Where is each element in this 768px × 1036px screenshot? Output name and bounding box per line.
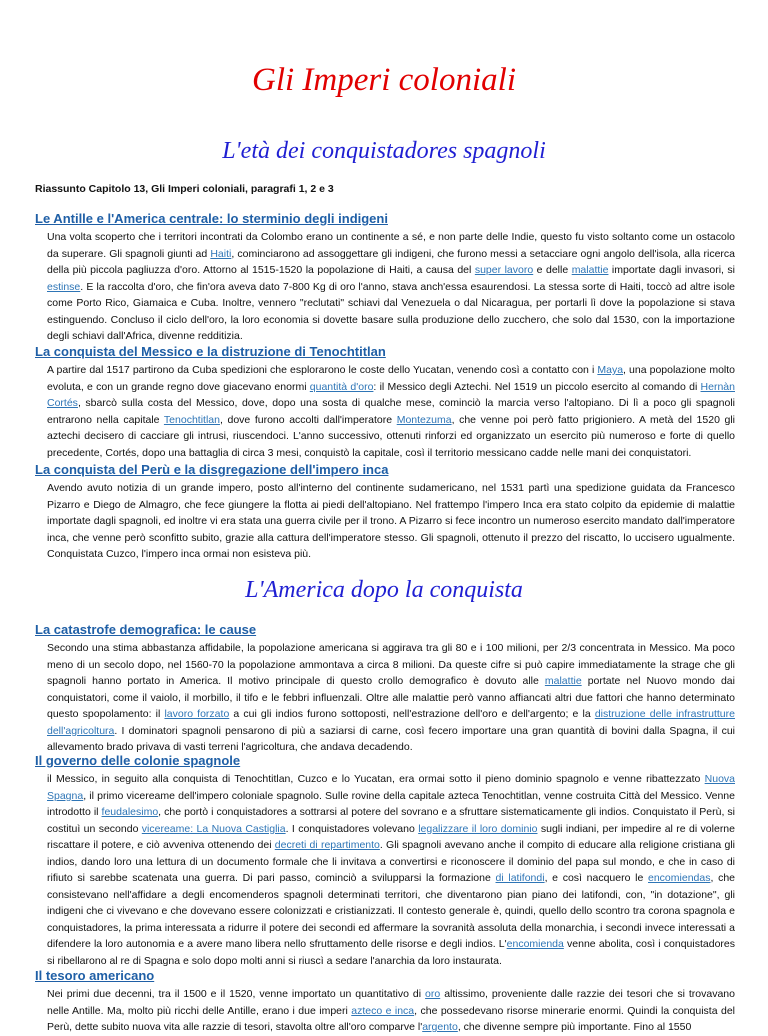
document-title: Gli Imperi coloniali (252, 62, 516, 98)
link-maya[interactable]: Maya (597, 364, 624, 376)
section-tesoro (35, 968, 735, 1036)
link-feudalesimo[interactable]: feudalesimo (101, 806, 159, 818)
section-antille (35, 211, 735, 345)
section-messico (35, 344, 735, 461)
section-heading: Le Antille e l'America centrale: lo sterminio degli indigeni (35, 211, 388, 226)
summary-line: Riassunto Capitolo 13, Gli Imperi coloniali, paragrafi 1, 2 e 3 (35, 183, 334, 195)
link-super-lavoro[interactable]: super lavoro (474, 264, 534, 276)
section-heading: Il governo delle colonie spagnole (35, 753, 241, 768)
link-encomiendas[interactable]: encomiendas (648, 872, 711, 884)
link-lavoro-forzato[interactable]: lavoro forzato (164, 708, 230, 720)
link-nuova-castiglia[interactable]: vicereame: La Nuova Castiglia (141, 822, 286, 835)
section-heading: Il tesoro americano (35, 968, 155, 983)
link-haiti[interactable]: Haiti (210, 247, 232, 260)
link-malattie-2[interactable]: malattie (544, 675, 582, 687)
section-catastrofe (35, 622, 735, 756)
section-heading: La conquista del Perù e la disgregazione dell'impero inca (35, 462, 389, 477)
link-malattie[interactable]: malattie (571, 264, 609, 276)
link-azteco-inca[interactable]: azteco e inca (351, 1004, 415, 1017)
link-argento[interactable]: argento (422, 1021, 458, 1033)
link-distruzione-infrastrutture[interactable]: distruzione delle infrastrutture dell'agricoltura (47, 708, 735, 737)
link-latifondi[interactable]: di latifondi (495, 872, 545, 884)
section-heading: La conquista del Messico e la distruzione di Tenochtitlan (35, 344, 386, 359)
link-nuova-spagna[interactable]: Nuova Spagna (47, 773, 735, 802)
section-heading: La catastrofe demografica: le cause (35, 622, 257, 637)
section-text: Avendo avuto notizia di un grande impero, posto all'interno del continente sudamericano, nel 1531 partì una spedizione guidata da Francesco Pizarro e Diego de Almagro, che fece giungere la flotta ai piedi dell'altopiano. Nel frattempo l'impero Inca era stato colpito da epidemie di malattie importate dagli spagnoli, ed inoltre vi era stata una guerra civile per il trono. A Pizarro si fece incontro un numeroso esercito mandato dall'imperatore inca, che venne però sconfitto subito, grazie alla cattura dell'imperatore stesso. Gli spagnoli, ottenuto il prezzo del riscatto, lo uccisero ugualmente. Conquistata Cuzco, l'impero inca ormai non esisteva più. (47, 482, 735, 560)
section-text: Una volta scoperto che i territori incontrati da Colombo erano un continente a sé, e non parte delle Indie, questo fu visto soltanto come un ostacolo da superare. Gli spagnoli giunti ad Haiti, cominciarono ad assoggettare gli indigeni, che furono messi a setacciare ogni angolo dell'isola, alla ricerca della più piccola pagliuzza d'oro. Attorno al 1515-1520 la popolazione di Haiti, a causa del super lavoro e delle malattie importate dagli invasori, si estinse. E la raccolta d'oro, che fin'ora aveva dato 7-800 Kg di oro l'anno, stava anch'essa esaurendosi. La stessa sorte di Haiti, toccò ad altre isole come Porto Rico, Giamaica e Cuba. Inoltre, vennero "reclutati" schiavi dal Venezuela o dal Nicaragua, per portarli lì dove la popolazione si stava estinguendo. Concluso il ciclo dell'oro, la loro economia si dovette basare sulla produzione dello zucchero, che solo dal 1530, con la importazione degli schiavi dall'Africa, divenne redditizia. (47, 231, 736, 342)
section-text: A partire dal 1517 partirono da Cuba spedizioni che esplorarono le coste dello Yucatan, venendo così a contatto con i Maya, una popolazione molto evoluta, e con un grande regno dove giacevano enormi quantità d'oro: il Messico degli Aztechi. Nel 1519 un piccolo esercito al comando di Hernàn Cortés, sbarcò sulla costa del Messico, dove, dopo una sosta di qualche mese, cominciò la marcia verso l'altopiano. Di lì a poco gli spagnoli entrarono nella capitale Tenochtitlan, dove furono accolti dall'imperatore Montezuma, che venne poi però fatto prigioniero. A metà del 1520 gli aztechi decisero di cacciare gli intrusi, riuscendoci. L'anno successivo, ottenuti rinforzi ed organizzato un esercito più numeroso e forte di quello precedente, Cortés, dopo una battaglia di circa 3 mesi, conquistò la capitale, così il territorio messicano cadde nelle mani dei conquistatori. (47, 364, 736, 459)
section-governo (35, 753, 735, 969)
section-text: il Messico, in seguito alla conquista di Tenochtitlan, Cuzco e lo Yucatan, era ormai sotto il pieno dominio spagnolo e venne ribattezzato Nuova Spagna, il primo vicereame dell'impero coloniale spagnolo. Sulle rovine della capitale azteca Tenochtitlan, venne costruita Città del Messico. Venne introdotto il feudalesimo, che portò i conquistadores a sottrarsi al potere del sovrano e a sfruttare sistematicamente gli indios. Conquistato il Perù, si costituì un secondo vicereame: La Nuova Castiglia. I conquistadores volevano legalizzare il loro dominio sugli indiani, per impedire al re di volerne riscattare il potere, e ciò avveniva ottenendo dei decreti di repartimento. Gli spagnoli avevano anche il compito di educare alla religione cristiana gli indios, dando loro una lettura di un documento formale che li invitava a convertirsi e riconoscere il dominio del papa sul mondo, e che in caso di rifiuto si sarebbe scatenata una guerra. Di pari passo, cominciò a svilupparsi la formazione di latifondi, e così nacquero le encomiendas, che consistevano nell'affidare a degli encomenderos spagnoli determinati territori, che diventarono pian piano dei latifondi, con, "in dotazione", gli indigeni che ci vivevano e che dovevano essere colonizzati e cristianizzati. Il contesto generale è, quindi, quello dello scontro tra corona spagnola e conquistadores, la prima interessata a ridurre il potere dei secondi ed affermare la sovranità assoluta della monarchia, i secondi invece interessati a difendere la loro autonomia e a avere mano libera nello sfruttamento delle risorse e degli indios. L'encomienda venne abolita, così i conquistadores si ribellarono al re di Spagna e solo dopo molti anni si riuscì a sedare l'anarchia da loro instaurata. (47, 773, 736, 967)
chapter-heading-america: L'America dopo la conquista (245, 577, 523, 603)
chapter-heading-conquistadores: L'età dei conquistadores spagnoli (222, 138, 546, 164)
link-quantita-oro[interactable]: quantità d'oro (309, 380, 374, 393)
link-tenochtitlan[interactable]: Tenochtitlan (163, 413, 220, 426)
link-montezuma[interactable]: Montezuma (396, 413, 452, 426)
link-oro[interactable]: oro (425, 988, 441, 1000)
section-peru (35, 462, 735, 563)
link-decreti-repartimento[interactable]: decreti di repartimento (274, 839, 380, 851)
section-text: Secondo una stima abbastanza affidabile, la popolazione americana si aggirava tra gli 80 e i 100 milioni, per 2/3 concentrata in Messico. Ma poco meno di un secolo dopo, nel 1560-70 la popolazione ammontava a circa 8 milioni. Da queste cifre si può capire immediatamente la strage che gli spagnoli hanno portato in America. Il motivo principale di questo crollo demografico è dovuto alle malattie portate nel Nuovo mondo dai conquistatori, come il vaiolo, il morbillo, il tifo e le febbri influenzali. Oltre alle malattie però vanno affiancati altri due fattori che hanno determinato questo spopolamento: il lavoro forzato a cui gli indios furono sottoposti, nell'estrazione dell'oro e dell'argento; e la distruzione delle infrastrutture dell'agricoltura. I dominatori spagnoli pensarono di più a saziarsi di carne, così fecero importare una gran quantità di bovini dalla Spagna, il cui allevamento brado privava di vasti terreni l'agricoltura, che andava decadendo. (47, 642, 735, 753)
link-cortes[interactable]: Hernàn Cortés (47, 380, 735, 409)
link-encomienda[interactable]: encomienda (506, 938, 564, 950)
section-text: Nei primi due decenni, tra il 1500 e il 1520, venne importato un quantitativo di oro altissimo, proveniente dalle razzie dei tesori che si trovavano nelle Antille. Ma, molto più ricchi delle Antille, erano i due imperi azteco e inca, che possedevano risorse minerarie enormi. Quindi la conquista del Perù, dette subito nuova vita alle razzie di tesori, stavolta oltre all'oro comparve l'argento, che divenne sempre più importante. Fino al 1550 (47, 988, 735, 1033)
link-legalizzare-dominio[interactable]: legalizzare il loro dominio (418, 822, 538, 835)
link-estinse[interactable]: estinse (47, 280, 81, 293)
